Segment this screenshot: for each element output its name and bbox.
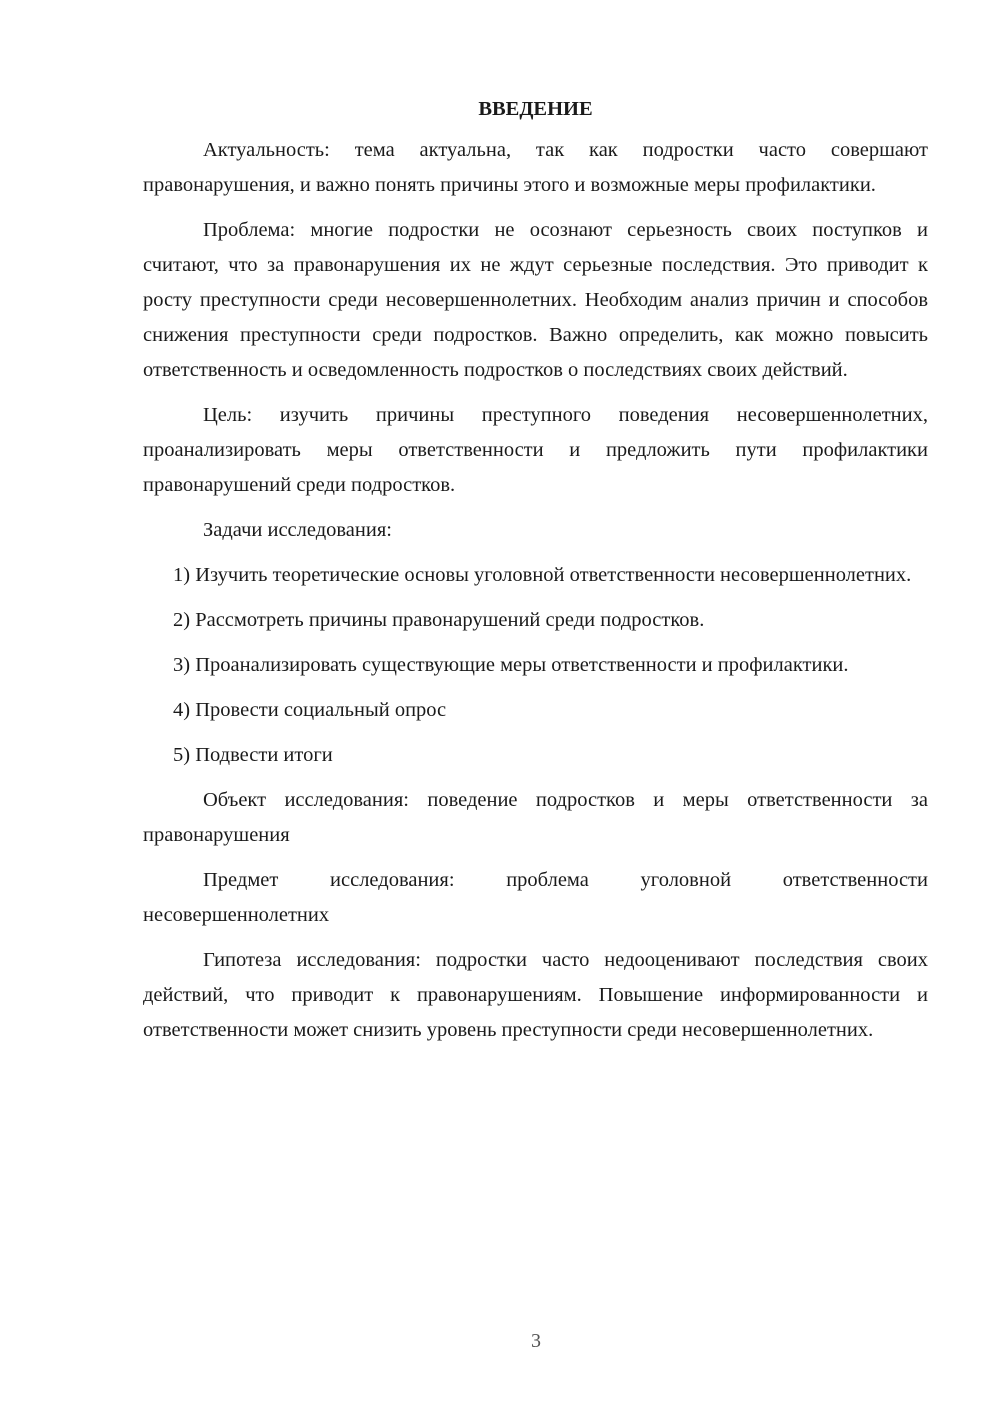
tasks-heading: Задачи исследования: <box>203 519 392 541</box>
page-number: 3 <box>531 1330 541 1352</box>
document-page <box>143 92 928 1058</box>
task-item-5: 5) Подвести итоги <box>173 744 333 766</box>
task-item-2: 2) Рассмотреть причины правонарушений среди подростков. <box>173 609 705 631</box>
task-item-3: 3) Проанализировать существующие меры ответственности и профилактики. <box>173 654 849 676</box>
subject-paragraph: Предмет исследования: проблема уголовной ответственности несовершеннолетних <box>143 869 928 926</box>
section-title: ВВЕДЕНИЕ <box>478 98 593 120</box>
task-item-1: 1) Изучить теоретические основы уголовной ответственности несовершеннолетних. <box>173 564 912 586</box>
problem-paragraph: Проблема: многие подростки не осознают серьезность своих поступков и считают, что за правонарушения их не ждут серьезные последствия. Это приводит к росту преступности среди несовершеннолетних. Необходим анализ причин и способов снижения преступности среди подростков. Важно определить, как можно повысить ответственность и осведомленность подростков о последствиях своих действий. <box>143 219 928 381</box>
hypothesis-paragraph: Гипотеза исследования: подростки часто недооценивают последствия своих действий, что приводит к правонарушениям. Повышение информированности и ответственности может снизить уровень преступности среди несовершеннолетних. <box>143 949 928 1041</box>
goal-paragraph: Цель: изучить причины преступного поведения несовершеннолетних, проанализировать меры ответственности и предложить пути профилактики правонарушений среди подростков. <box>143 404 928 496</box>
task-item-4: 4) Провести социальный опрос <box>173 699 447 721</box>
object-paragraph: Объект исследования: поведение подростков и меры ответственности за правонарушения <box>143 789 928 846</box>
relevance-paragraph: Актуальность: тема актуальна, так как подростки часто совершают правонарушения, и важно понять причины этого и возможные меры профилактики. <box>143 139 928 196</box>
